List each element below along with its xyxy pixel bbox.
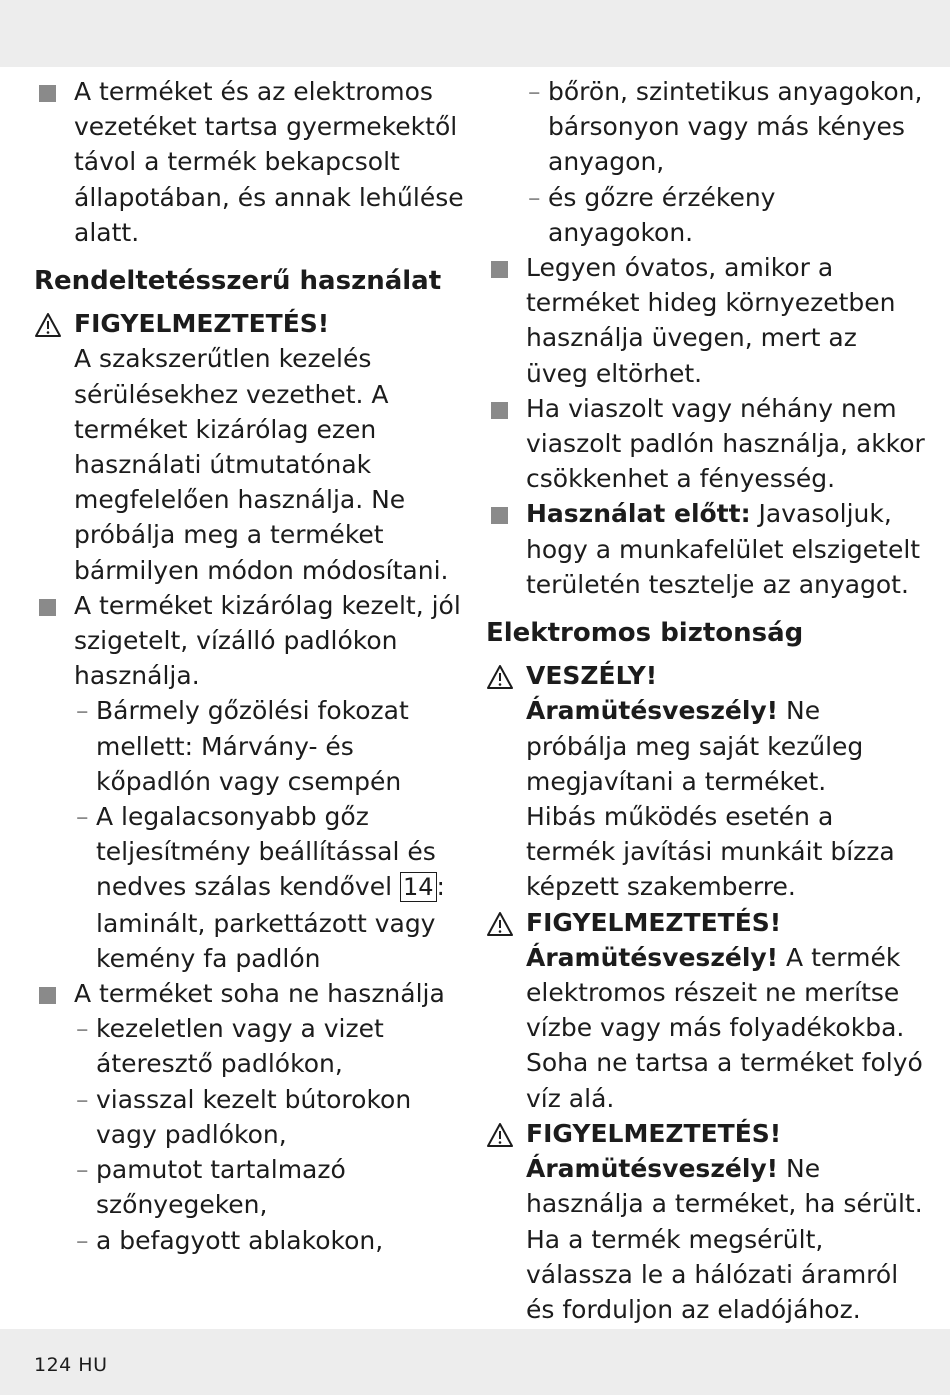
page-number: 124 HU — [34, 1354, 108, 1376]
sub-item-text: Bármely gőzölési fokozat mellett: Márvány- és kőpadlón vagy csempén — [96, 696, 409, 796]
warning-triangle-icon — [486, 911, 514, 937]
section-title: Rendeltetésszerű használat — [34, 266, 442, 297]
list-item — [34, 976, 474, 1011]
list-item — [486, 250, 926, 391]
footer-band — [0, 1329, 950, 1395]
bullet-text: A terméket kizárólag kezelt, jól szigetelt, vízálló padlókon használja. — [74, 590, 461, 691]
warning-text: A szakszerűtlen kezelés sérülésekhez vezethet. A terméket kizárólag ezen használati útmutatónak megfelelően használja. Ne próbálja meg a terméket bármilyen módon módosítani. — [74, 344, 449, 585]
list-item — [486, 496, 926, 602]
bullet-text: Ha viaszolt vagy néhány nem viaszolt padlón használja, akkor csökkenhet a fényesség. — [526, 393, 925, 494]
warning-triangle-icon — [486, 664, 514, 690]
sub-item-text: : laminált, parkettázott vagy kemény fa padlón — [96, 872, 445, 973]
list-item — [34, 588, 474, 694]
danger-block — [486, 658, 926, 904]
warning-title: FIGYELMEZTETÉS! — [526, 1118, 782, 1148]
square-bullet-icon — [39, 599, 56, 616]
danger-text — [526, 693, 926, 799]
warning-text — [526, 940, 926, 1116]
dash-icon: – — [528, 77, 541, 106]
sub-item-text: viasszal kezelt bútorokon vagy padlókon, — [96, 1084, 412, 1149]
warning-triangle-icon — [486, 1122, 514, 1148]
warning-block — [34, 306, 474, 588]
bullet-text: A terméket és az elektromos vezetéket tartsa gyermekektől távol a termék bekapcsolt állapotában, és annak lehűlése alatt. — [74, 77, 464, 247]
danger-text-2: Hibás működés esetén a termék javítási munkáit bízza képzett szakemberre. — [526, 802, 895, 902]
sub-item-text: A legalacsonyabb gőz teljesítmény beállítással és nedves szálas kendővel — [96, 802, 436, 902]
dash-icon: – — [76, 802, 89, 832]
list-item — [486, 391, 926, 497]
dash-icon: – — [76, 696, 89, 726]
sub-list-item — [486, 180, 926, 250]
sub-list-item — [486, 74, 926, 180]
warning-bold: Áramütésveszély! — [526, 1154, 779, 1184]
sub-list-item — [34, 799, 474, 976]
sub-list-item — [34, 1011, 474, 1081]
square-bullet-icon — [491, 261, 508, 278]
sub-list-item — [34, 693, 474, 799]
square-bullet-icon — [39, 987, 56, 1004]
section-title: Elektromos biztonság — [486, 618, 804, 649]
sub-list-item — [34, 1082, 474, 1152]
dash-icon: – — [76, 1225, 89, 1255]
square-bullet-icon — [491, 507, 508, 524]
dash-icon: – — [76, 1155, 89, 1185]
bullet-text: Legyen óvatos, amikor a terméket hideg környezetben használja üvegen, mert az üveg eltörhet. — [526, 253, 896, 388]
sub-item-text: pamutot tartalmazó szőnyegeken, — [96, 1155, 346, 1220]
sub-list-item — [34, 1152, 474, 1222]
sub-item-text: és gőzre érzékeny anyagokon. — [548, 182, 776, 247]
warning-body: Ne használja a terméket, ha sérült. Ha a termék megsérült, válassza le a hálózati áramról és forduljon az eladójához. — [526, 1154, 923, 1324]
danger-title: VESZÉLY! — [526, 661, 658, 691]
warning-body: A termék elektromos részeit ne merítse vízbe vagy más folyadékokba. Soha ne tartsa a terméket folyó víz alá. — [526, 942, 923, 1113]
list-item — [34, 74, 474, 250]
bullet-bold-label: Használat előtt: — [526, 499, 751, 529]
square-bullet-icon — [39, 85, 56, 102]
warning-triangle-icon — [34, 312, 62, 338]
warning-title: FIGYELMEZTETÉS! — [74, 309, 330, 339]
left-column — [34, 74, 474, 1258]
square-bullet-icon — [491, 402, 508, 419]
sub-item-text: kezeletlen vagy a vizet áteresztő padlókon, — [96, 1014, 384, 1079]
dash-icon: – — [76, 1014, 89, 1044]
sub-item-text: bőrön, szintetikus anyagokon, bársonyon vagy más kényes anyagon, — [548, 77, 923, 177]
danger-body: Ne próbálja meg saját kezűleg megjavítani a terméket. — [526, 696, 864, 796]
warning-block — [486, 905, 926, 1116]
bullet-text: A terméket soha ne használja — [74, 979, 445, 1009]
sub-list-item — [34, 1223, 474, 1258]
dash-icon: – — [76, 1084, 89, 1114]
reference-number: 14 — [400, 872, 437, 902]
warning-text — [526, 1151, 926, 1327]
danger-bold: Áramütésveszély! — [526, 696, 779, 726]
sub-item-text: a befagyott ablakokon, — [96, 1225, 384, 1255]
top-band — [0, 0, 950, 67]
warning-block — [486, 1116, 926, 1327]
warning-bold: Áramütésveszély! — [526, 942, 779, 972]
bullet-text: Javasoljuk, hogy a munkafelület elszigetelt területén tesztelje az anyagot. — [526, 499, 921, 599]
warning-title: FIGYELMEZTETÉS! — [526, 907, 782, 937]
right-column — [486, 74, 926, 1327]
dash-icon: – — [528, 182, 541, 212]
